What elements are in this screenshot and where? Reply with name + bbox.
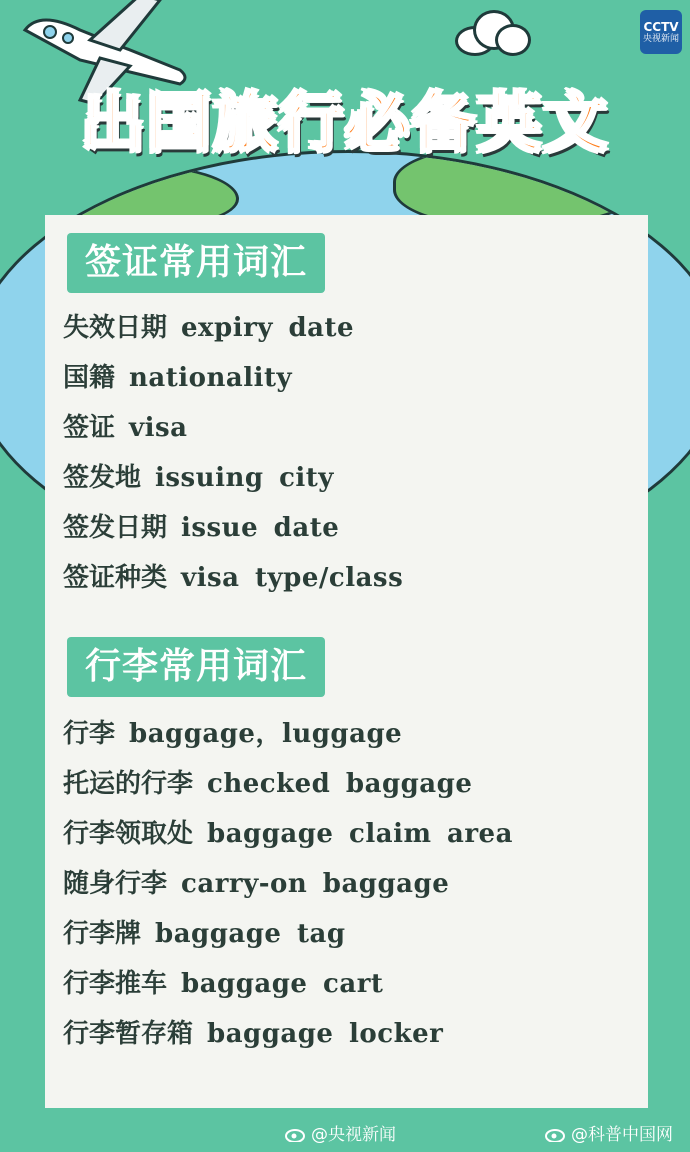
watermark-text: @科普中国网 xyxy=(571,1125,673,1145)
watermark-text: @央视新闻 xyxy=(311,1125,396,1145)
list-item: 托运的行李 checked baggage xyxy=(63,769,473,799)
section-heading-baggage: 行李常用词汇 xyxy=(67,637,325,697)
weibo-icon xyxy=(545,1126,567,1142)
vocabulary-card xyxy=(45,215,648,1108)
list-item: 失效日期 expiry date xyxy=(63,313,355,343)
cloud-icon xyxy=(455,8,527,54)
weibo-icon xyxy=(285,1126,307,1142)
section-heading-visa: 签证常用词汇 xyxy=(67,233,325,293)
list-item: 行李推车 baggage cart xyxy=(63,969,384,999)
baggage-vocab-list xyxy=(63,709,513,1059)
cctv-logo xyxy=(640,10,682,54)
watermark-cctv xyxy=(285,1120,396,1145)
logo-text: CCTV xyxy=(643,19,679,34)
list-item: 签发日期 issue date xyxy=(63,513,340,543)
list-item: 随身行李 carry-on baggage xyxy=(63,869,450,899)
list-item: 行李 baggage，luggage xyxy=(63,719,403,749)
list-item: 签证 visa xyxy=(63,413,188,443)
logo-subtext: 央视新闻 xyxy=(642,33,679,44)
list-item: 行李领取处 baggage claim area xyxy=(63,819,513,849)
list-item: 国籍 nationality xyxy=(63,363,293,393)
page-title: 出国旅行必备英文 xyxy=(81,87,609,161)
watermark-kepu xyxy=(545,1120,673,1145)
visa-vocab-list xyxy=(63,303,403,603)
list-item: 签发地 issuing city xyxy=(63,463,334,493)
list-item: 签证种类 visa type/class xyxy=(63,563,404,593)
list-item: 行李暂存箱 baggage locker xyxy=(63,1019,444,1049)
list-item: 行李牌 baggage tag xyxy=(63,919,346,949)
